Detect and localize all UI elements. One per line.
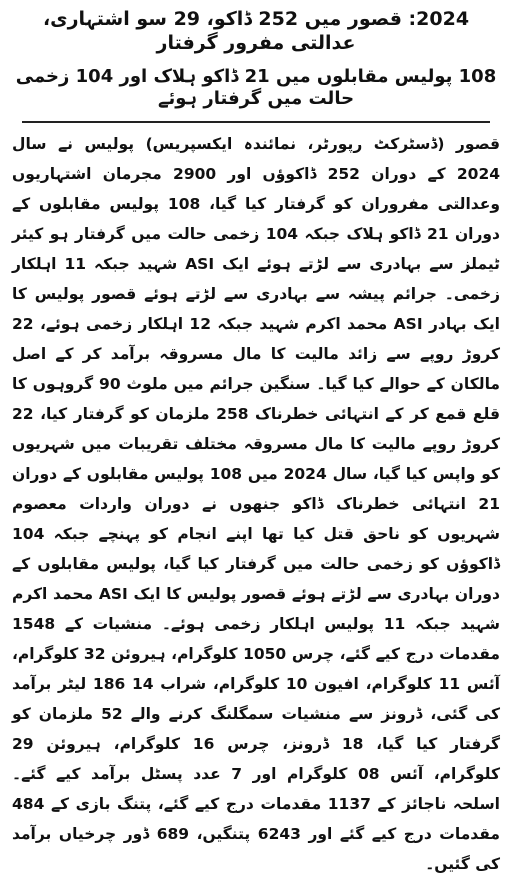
article-body: قصور (ڈسٹرکٹ رپورٹر، نمائندہ ایکسپریس) پولیس نے سال 2024 کے دوران 252 ڈاکوؤں اور 2900 مجرمان اشتہاریوں وعدالتی مفروران کو گرفتار کیا گیا، 108 پولیس مقابلوں کے دوران 21 ڈاکو ہلاک جبکہ 104 زخمی حالت میں گرفتار ہو کیئر ٹیملز سے بہادری سے لڑتے ہوئے ایک ASI شہید جبکہ 11 اہلکار زخمی۔ جرائم پیشہ سے بہادری سے لڑتے ہوئے قصور پولیس کا ایک بہادر ASI محمد اکرم شہید جبکہ 12 اہلکار زخمی ہوئے، 22 کروڑ روپے سے زائد مالیت کا مال مسروقہ برآمد کر کے اصل مالکان کے حوالے کیا گیا۔ سنگین جرائم میں ملوث 90 گروہوں کا قلع قمع کر کے انتہائی خطرناک 258 ملزمان کو گرفتار کیا، 22 کروڑ روپے مالیت کا مال مسروقہ مختلف تقریبات میں شہریوں کو واپس کیا گیا، سال 2024 میں 108 پولیس مقابلوں کے دوران 21 انتہائی خطرناک ڈاکو جنھوں نے دوران واردات معصوم شہریوں کو ناحق قتل کیا تھا اپنے انجام کو پہنچے جبکہ 104 ڈاکوؤں کو زخمی حالت میں گرفتار کیا گیا، پولیس مقابلوں کے دوران بہادری سے لڑتے ہوئے قصور پولیس کا ایک ASI محمد اکرم شہید جبکہ 11 پولیس اہلکار زخمی ہوئے۔ منشیات کے 1548 مقدمات درج کیے گئے، چرس 1050 کلوگرام، ہیروئن 32 کلوگرام، آئس 11 کلوگرام، افیون 10 کلوگرام، شراب 14 186 لیٹر برآمد کی گئی، ڈرونز سے منشیات سمگلنگ کرنے والے 52 ملزمان کو گرفتار کیا گیا، 18 ڈرونز، چرس 16 کلوگرام، ہیروئن 29 کلوگرام، آئس 08 کلوگرام اور 7 عدد پسٹل برآمد کیے گئے۔ اسلحہ ناجائز کے 1137 مقدمات درج کیے گئے، پتنگ بازی کے 484 مقدمات درج کیے گئے اور 6243 پتنگیں، 689 ڈور چرخیاں برآمد کی گئیں۔ xyxy=(12,134,501,873)
headline-primary: 2024: قصور میں 252 ڈاکو، 29 سو اشتہاری، عدالتی مفرور گرفتار xyxy=(42,8,470,54)
headline-secondary: 108 پولیس مقابلوں میں 21 ڈاکو ہلاک اور 104 زخمی حالت میں گرفتار ہوئے xyxy=(15,65,497,109)
headline-divider xyxy=(22,121,490,123)
